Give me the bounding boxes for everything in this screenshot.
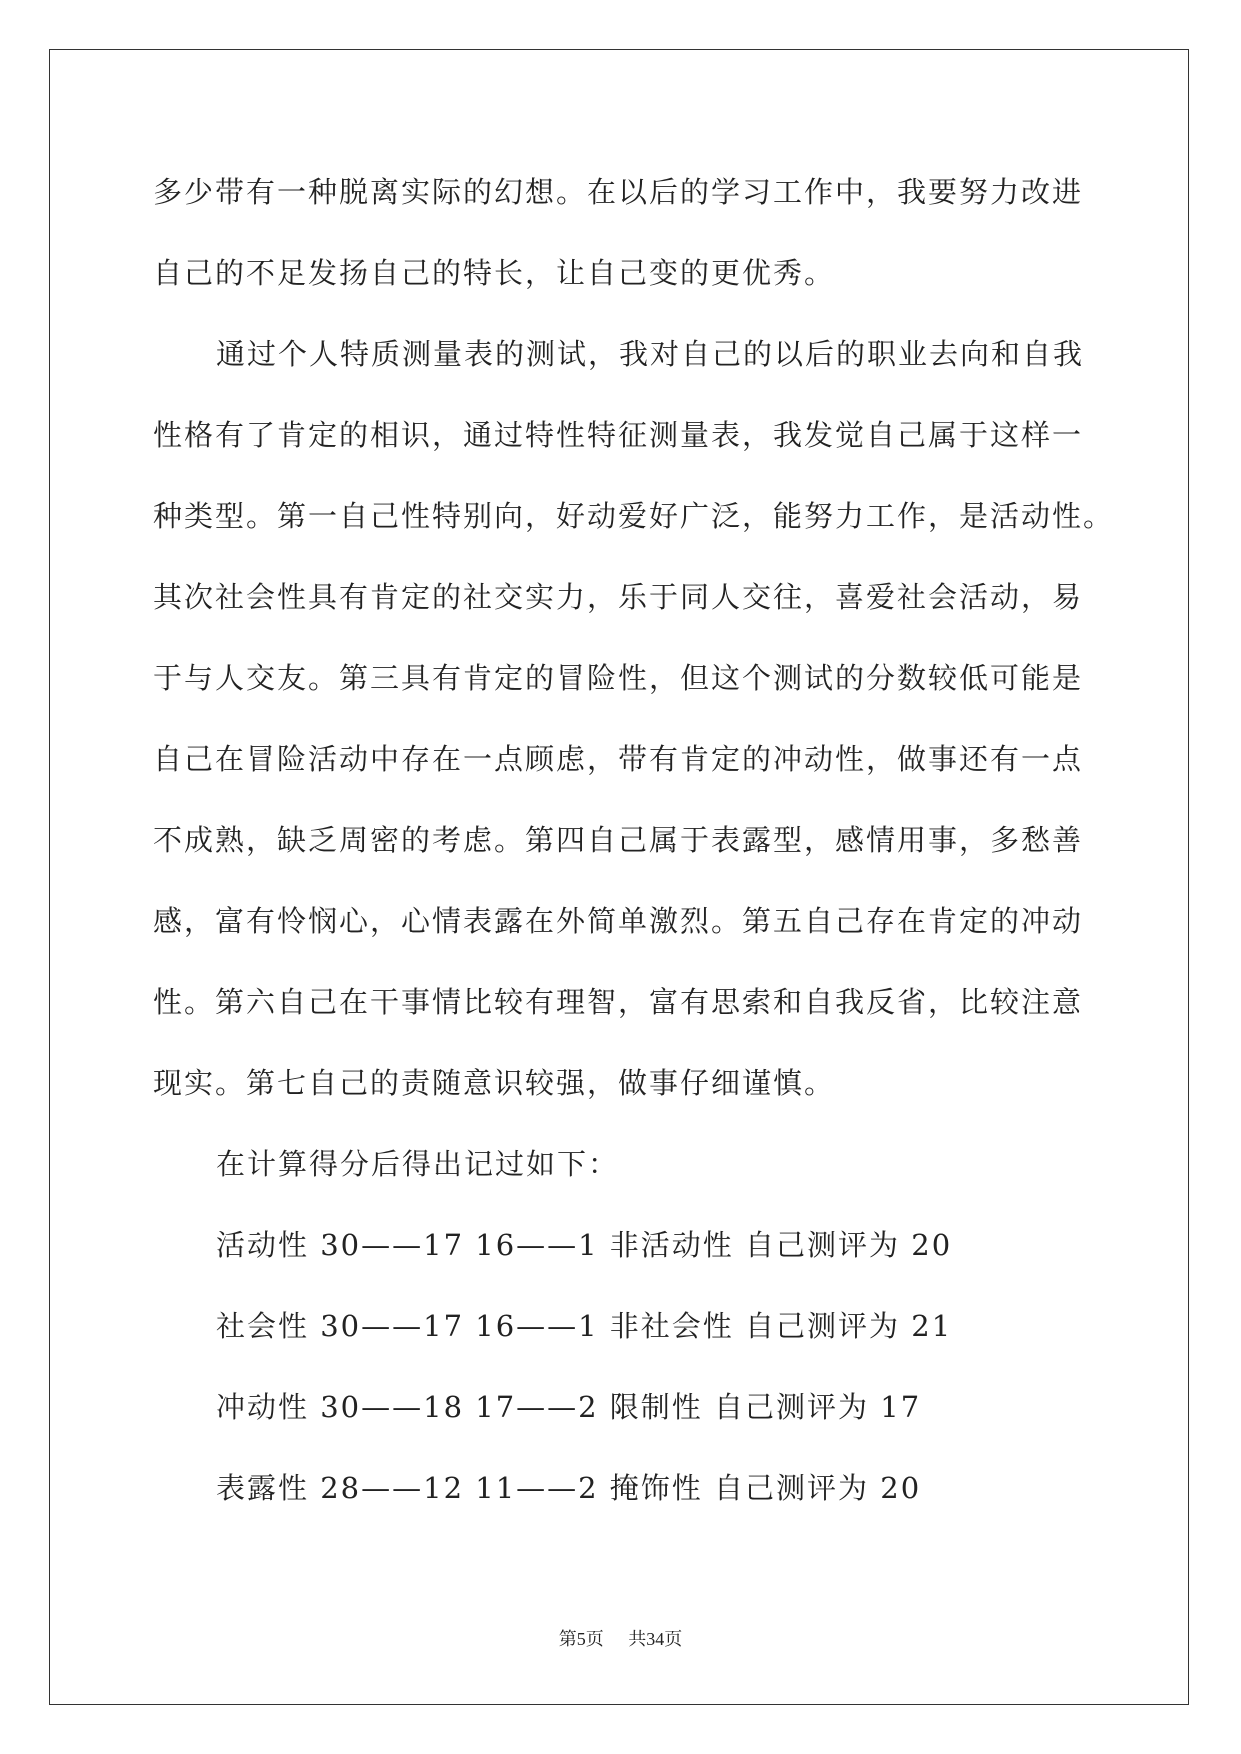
body-line: 性。第六自己在干事情比较有理智，富有思索和自我反省，比较注意 <box>153 985 1084 1019</box>
body-line: 多少带有一种脱离实际的幻想。在以后的学习工作中，我要努力改进 <box>153 175 1084 209</box>
page-number: 第5页 <box>558 1629 604 1649</box>
body-line: 性格有了肯定的相识，通过特性特征测量表，我发觉自己属于这样一 <box>153 418 1084 452</box>
paragraph <box>153 314 1153 1124</box>
score-line <box>153 1448 1153 1529</box>
body-line: 社会性 30——17 16——1 非社会性 自己测评为 21 <box>216 1309 953 1343</box>
body-line: 表露性 28——12 11——2 掩饰性 自己测评为 20 <box>216 1471 922 1505</box>
body-line: 在计算得分后得出记过如下： <box>216 1147 620 1181</box>
body-line: 现实。第七自己的责随意识较强，做事仔细谨慎。 <box>153 1066 836 1100</box>
body-line: 冲动性 30——18 17——2 限制性 自己测评为 17 <box>216 1390 922 1424</box>
score-line <box>153 1367 1153 1448</box>
page-total: 共34页 <box>628 1629 683 1649</box>
page-footer <box>0 1626 1241 1652</box>
body-line: 活动性 30——17 16——1 非活动性 自己测评为 20 <box>216 1228 953 1262</box>
score-line <box>153 1286 1153 1367</box>
body-line: 不成熟，缺乏周密的考虑。第四自己属于表露型，感情用事，多愁善 <box>153 823 1084 857</box>
paragraph <box>153 1124 1153 1205</box>
score-line <box>153 1205 1153 1286</box>
body-line: 自己在冒险活动中存在一点顾虑，带有肯定的冲动性，做事还有一点 <box>153 742 1084 776</box>
body-line: 于与人交友。第三具有肯定的冒险性，但这个测试的分数较低可能是 <box>153 661 1084 695</box>
body-line: 感，富有怜悯心，心情表露在外简单激烈。第五自己存在肯定的冲动 <box>153 904 1084 938</box>
paragraph <box>153 152 1153 314</box>
body-line: 种类型。第一自己性特别向，好动爱好广泛，能努力工作，是活动性。 <box>153 499 1115 533</box>
body-line: 其次社会性具有肯定的社交实力，乐于同人交往，喜爱社会活动，易 <box>153 580 1084 614</box>
body-line: 通过个人特质测量表的测试，我对自己的以后的职业去向和自我 <box>216 337 1085 371</box>
body-line: 自己的不足发扬自己的特长，让自己变的更优秀。 <box>153 256 836 290</box>
body-text <box>153 152 1153 1529</box>
